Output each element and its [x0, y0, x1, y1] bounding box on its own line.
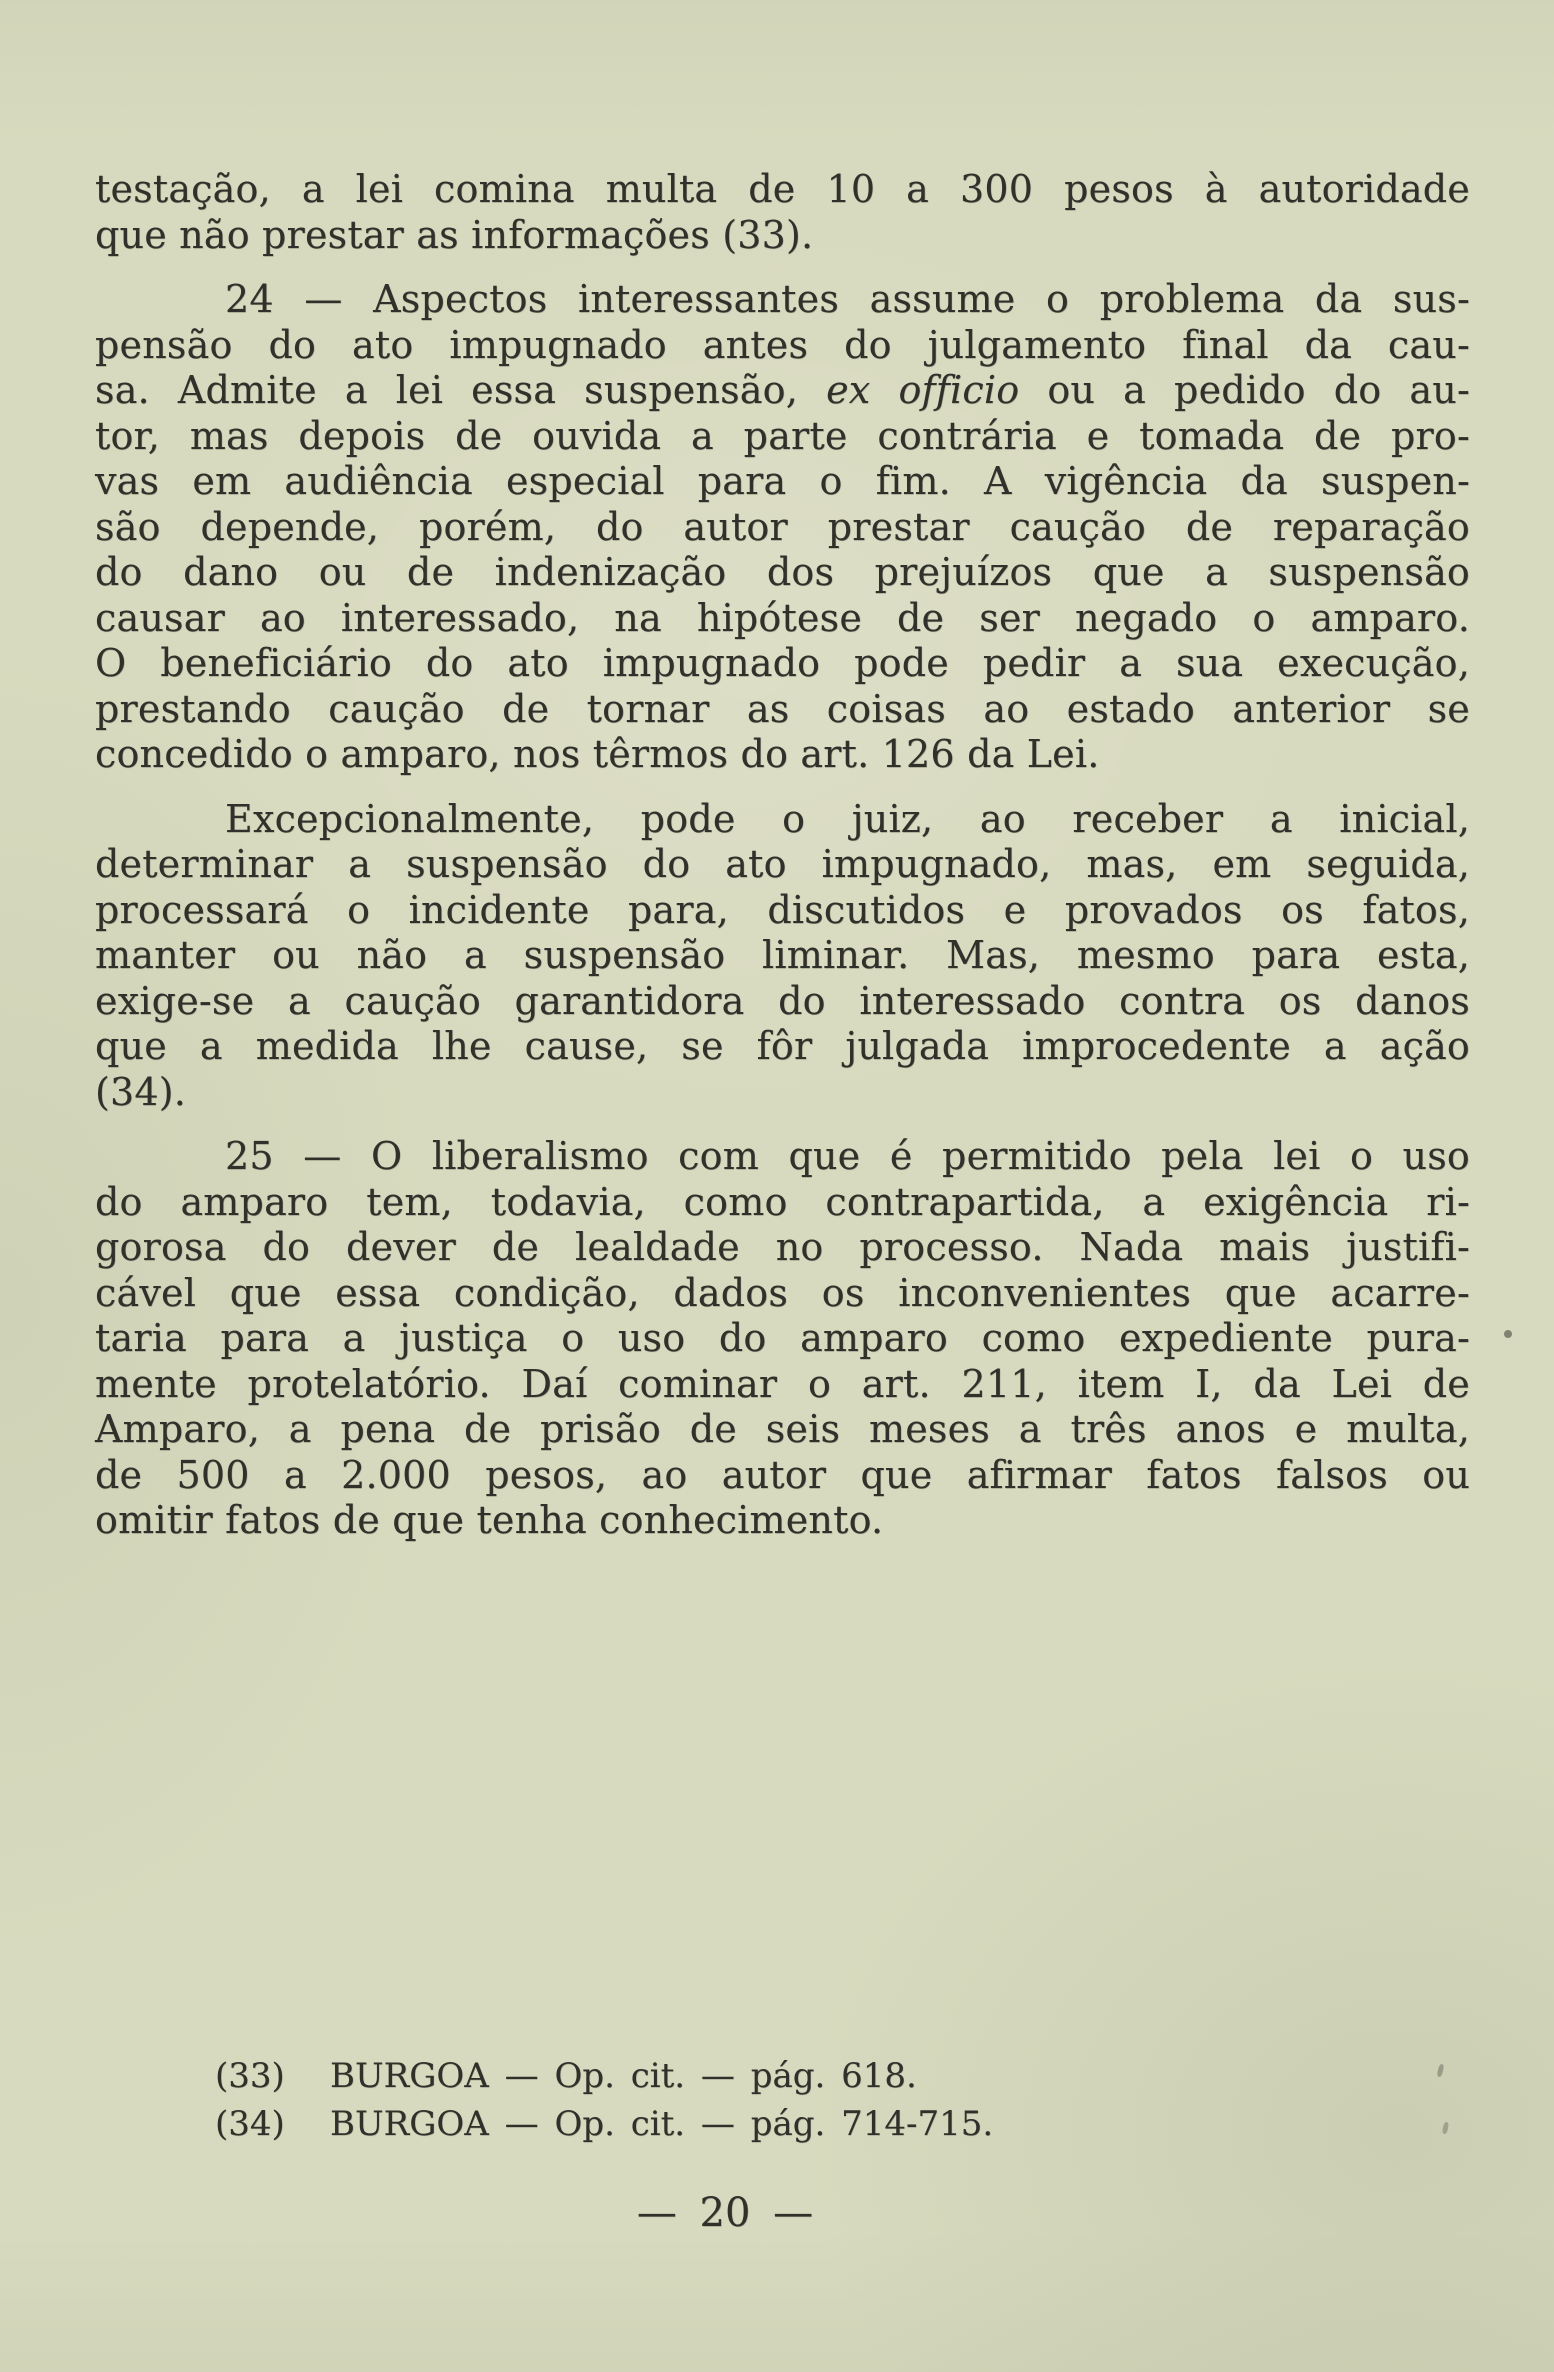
footnote-text: BURGOA — Op. cit. — pág. 618. — [330, 2056, 917, 2096]
text-line: Amparo, a pena de prisão de seis meses a três anos e multa, — [95, 1407, 1470, 1451]
text-line: Excepcionalmente, pode o juiz, ao receber a inicial, — [95, 797, 1470, 843]
footnote-text: BURGOA — Op. cit. — pág. 714-715. — [330, 2104, 994, 2144]
text-line: testação, a lei comina multa de 10 a 300 pesos à autoridade — [95, 167, 1470, 211]
text-line: O beneficiário do ato impugnado pode pedir a sua execução, — [95, 641, 1470, 685]
text-line: do dano ou de indenização dos prejuízos que a suspensão — [95, 550, 1470, 594]
text-line: que a medida lhe cause, se fôr julgada improcedente a ação — [95, 1024, 1470, 1068]
ink-speck — [1437, 2064, 1445, 2078]
text-line: taria para a justiça o uso do amparo como expediente pura- — [95, 1316, 1470, 1360]
ink-speck — [1442, 2122, 1449, 2135]
text-line: são depende, porém, do autor prestar caução de reparação — [95, 504, 1470, 549]
footnote-marker: (34) — [215, 2104, 285, 2144]
text-line: cável que essa condição, dados os inconvenientes que acarre- — [95, 1270, 1470, 1315]
footnote — [215, 2100, 993, 2148]
text-line: omitir fatos de que tenha conhecimento. — [95, 1498, 884, 1542]
text-line: pensão do ato impugnado antes do julgamento final da cau- — [95, 322, 1470, 367]
text-line: (34). — [95, 1069, 187, 1114]
text-line: exige-se a caução garantidora do interessado contra os danos — [95, 978, 1470, 1023]
paragraph-indent — [95, 1168, 225, 1169]
text-line: tor, mas depois de ouvida a parte contrária e tomada de pro- — [95, 413, 1470, 458]
text-line: 25 — O liberalismo com que é permitido pela lei o uso — [95, 1134, 1470, 1180]
text-line: gorosa do dever de lealdade no processo. Nada mais justifi- — [95, 1225, 1470, 1269]
text-line: sa. Admite a lei essa suspensão, ex officio ou a pedido do au- — [95, 368, 1470, 412]
footnote-marker: (33) — [215, 2056, 285, 2096]
paragraph-indent — [95, 311, 225, 312]
text-line: mente protelatório. Daí cominar o art. 211, item I, da Lei de — [95, 1361, 1470, 1406]
text-line: prestando caução de tornar as coisas ao estado anterior se — [95, 686, 1470, 731]
text-line: determinar a suspensão do ato impugnado, mas, em seguida, — [95, 842, 1470, 886]
ink-speck — [1504, 1330, 1512, 1338]
text-line: do amparo tem, todavia, como contrapartida, a exigência ri- — [95, 1179, 1470, 1224]
text-line: manter ou não a suspensão liminar. Mas, mesmo para esta, — [95, 933, 1470, 977]
text-line: causar ao interessado, na hipótese de ser negado o amparo. — [95, 595, 1470, 640]
footnotes — [215, 2052, 993, 2148]
page-body-text — [95, 167, 1470, 1544]
footnote — [215, 2052, 993, 2100]
text-line: de 500 a 2.000 pesos, ao autor que afirmar fatos falsos ou — [95, 1452, 1470, 1497]
text-line: 24 — Aspectos interessantes assume o problema da sus- — [95, 277, 1470, 323]
paragraph-indent — [95, 831, 225, 832]
text-line: concedido o amparo, nos têrmos do art. 126 da Lei. — [95, 732, 1100, 776]
page-number: — 20 — — [636, 2190, 814, 2236]
text-line: vas em audiência especial para o fim. A vigência da suspen- — [95, 459, 1470, 503]
text-line: que não prestar as informações (33). — [95, 212, 814, 257]
text-line: processará o incidente para, discutidos e provados os fatos, — [95, 887, 1470, 932]
